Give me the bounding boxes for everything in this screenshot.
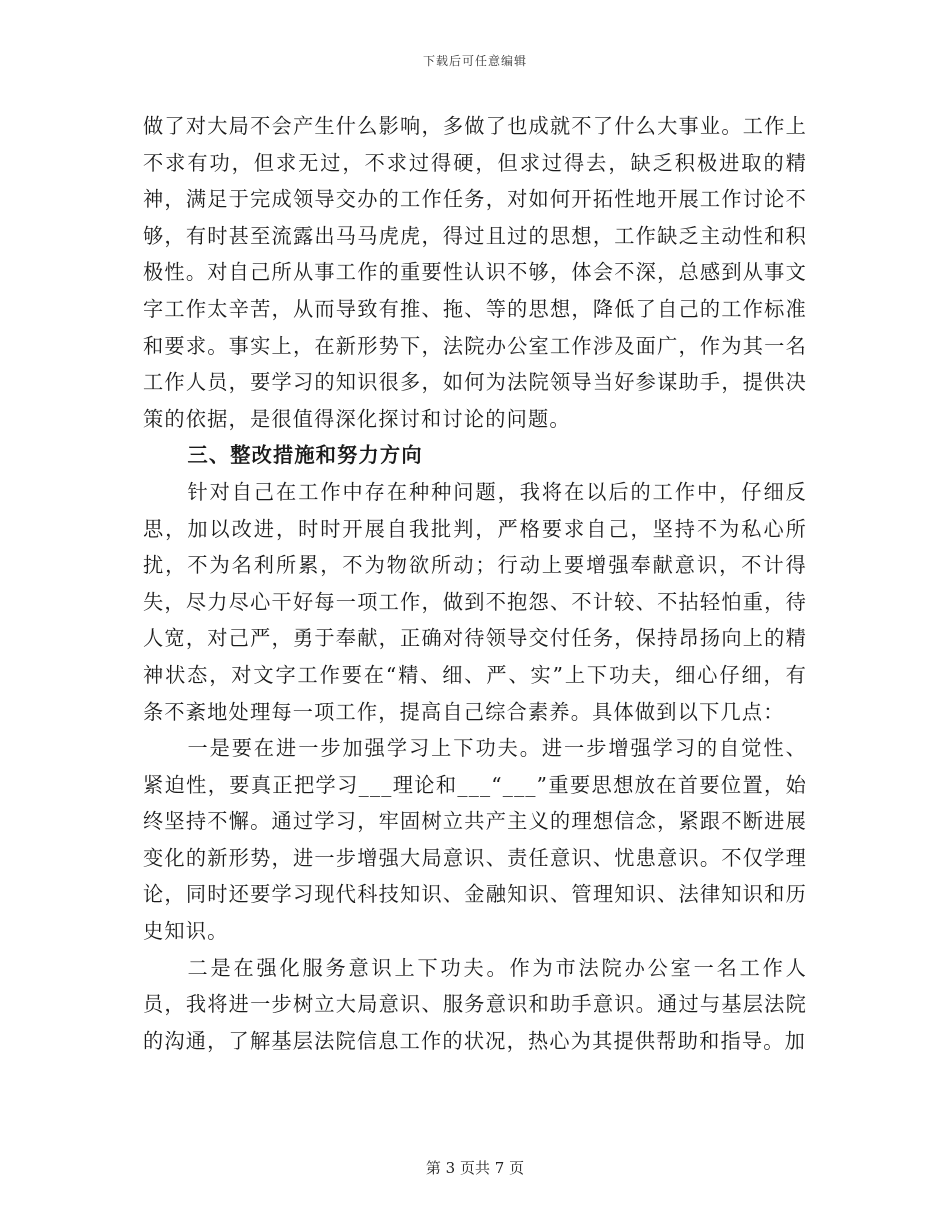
paragraph-point-two: 二是在强化服务意识上下功夫。作为市法院办公室一名工作人员，我将进一步树立大局意识、服务意识和助手意识。通过与基层法院的沟通，了解基层法院信息工作的状况，热心为其提供帮助和指导。加 — [143, 955, 807, 1053]
page-header: 下载后可任意编辑 — [422, 54, 527, 68]
paragraph-point-one: 一是要在进一步加强学习上下功夫。进一步增强学习的自觉性、紧迫性，要真正把学习___理论和___“___”重要思想放在首要位置，始终坚持不懈。通过学习，牢固树立共产主义的理想信念，紧跟不断进展变化的新形势，进一步增强大局意识、责任意识、忧患意识。不仅学理论，同时还要学习现代科技知识、金融知识、管理知识、法律知识和历史知识。 — [143, 736, 807, 944]
page-number: 第 3 页共 7 页 — [425, 1159, 525, 1177]
section-heading: 三、整改措施和努力方向 — [187, 443, 423, 468]
paragraph-continuation: 做了对大局不会产生什么影响，多做了也成就不了什么大事业。工作上不求有功，但求无过，不求过得硬，但求过得去，缺乏积极进取的精神，满足于完成领导交办的工作任务，对如何开拓性地开展工作讨论不够，有时甚至流露出马马虎虎，得过且过的思想，工作缺乏主动性和积极性。对自己所从事工作的重要性认识不够，体会不深，总感到从事文字工作太辛苦，从而导致有推、拖、等的思想，降低了自己的工作标准和要求。事实上，在新形势下，法院办公室工作涉及面广，作为其一名工作人员，要学习的知识很多，如何为法院领导当好参谋助手，提供决策的依据，是很值得深化探讨和讨论的问题。 — [143, 114, 807, 431]
document-body — [143, 108, 807, 1059]
paragraph-measures-intro: 针对自己在工作中存在种种问题，我将在以后的工作中，仔细反思，加以改进，时时开展自我批判，严格要求自己，坚持不为私心所扰，不为名利所累，不为物欲所动；行动上要增强奉献意识，不计得失，尽力尽心干好每一项工作，做到不抱怨、不计较、不拈轻怕重，待人宽，对己严，勇于奉献，正确对待领导交付任务，保持昂扬向上的精神状态，对文字工作要在“精、细、严、实”上下功夫，细心仔细，有条不紊地处理每一项工作，提高自己综合素养。具体做到以下几点： — [143, 479, 807, 724]
